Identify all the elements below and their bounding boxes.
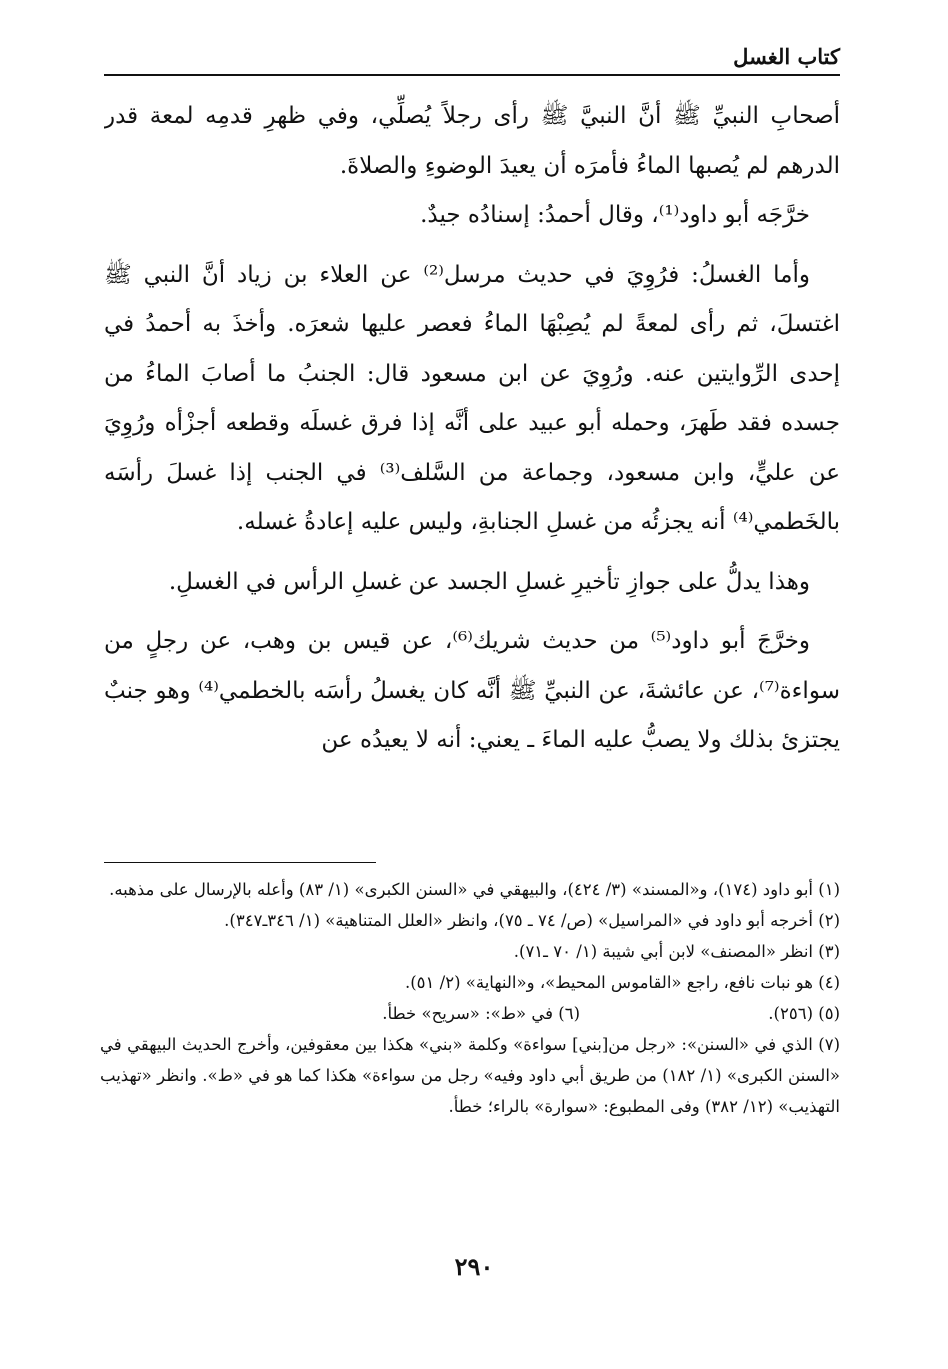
footnote-1: (١) أبو داود (١٧٤)، و«المسند» (٣/ ٤٢٤)، والبيهقي في «السنن الكبرى» (١/ ٨٣) وأعله بالإرسال على مذهبه. [109,880,840,899]
footnote-row [100,998,840,1029]
footnote-5: (٥) (٢٥٦). [768,1004,840,1023]
running-head: كتاب الغسل [733,44,840,69]
footnote-2: (٢) أخرجه أبو داود في «المراسيل» (ص/ ٧٤ ـ ٧٥)، وانظر «العلل المتناهية» (١/ ٣٤٦ـ٣٤٧). [224,911,840,930]
paragraph: وهذا يدلُّ على جوازِ تأخيرِ غسلِ الجسد عن غسلِ الرأس في الغسلِ. [168,568,810,595]
footnote-4: (٤) هو نبات نافع، راجع «القاموس المحيط»، و«النهاية» (٢/ ٥١). [404,973,840,992]
main-text [104,92,840,842]
page-number: ٢٩٠ [454,1252,494,1281]
footnote-7: (٧) الذي في «السنن»: «رجل من[بني] سواءة» وكلمة «بني» هكذا بين معقوفين، وأخرج الحديث البيهقي في «السنن الكبرى» (١/ ١٨٢) من طريق أبي داود وفيه» رجل من سواءة» هكذا كما هو في «ط». وانظر «تهذيب التهذيب» (١٢/ ٣٨٢) وفى المطبوع: «سوارة» بالراء؛ خطأ. [100,1035,840,1116]
paragraph: أصحابِ النبيِّ ﷺ أنَّ النبيَّ ﷺ رأى رجلاً يُصلِّي، وفي ظهرِ قدمِه لمعة قدر الدرهم لم يُصبها الماءُ فأمرَه أن يعيدَ الوضوءِ والصلاةَ. [104,103,840,179]
paragraph: وخرَّجَ أبو داود⁽⁵⁾ من حديث شريك⁽⁶⁾، عن قيس بن وهب، عن رجلٍ من سواءة⁽⁷⁾، عن عائشةَ، عن النبيِّ ﷺ أنَّه كان يغسلُ رأسَه بالخطمي⁽⁴⁾ وهو جنبٌ يجتزئ بذلك ولا يصبُّ عليه الماءَ ـ يعني: أنه لا يعيدُه عن [104,628,840,753]
paragraph: خرَّجَه أبو داود⁽¹⁾، وقال أحمدُ: إسنادُه جيدٌ. [420,202,810,228]
footnote-3: (٣) انظر «المصنف» لابن أبي شيبة (١/ ٧٠ ـ٧١). [513,942,840,961]
footnotes [100,874,840,1244]
footnote-rule [104,862,376,863]
header-rule [104,74,840,76]
footnote-6: (٦) في «ط»: «سريح» خطأ. [382,1004,580,1023]
paragraph: وأما الغسلُ: فرُوِيَ في حديث مرسل⁽²⁾ عن العلاء بن زياد أنَّ النبي ﷺ اغتسلَ، ثم رأى لمعةً لم يُصِبْهَا الماءُ فعصر عليها شعرَه. وأخذَ به أحمدُ في إحدى الرِّوايتين عنه. ورُوِيَ عن ابن مسعود قال: الجنبُ ما أصابَ الماءُ من جسده فقد طَهرَ، وحمله أبو عبيد على أنَّه إذا فرق غسلَه وقطعه أجزْأه ورُوِيَ عن عليٍّ، وابن مسعود، وجماعة من السَّلف⁽³⁾ في الجنب إذا غسلَ رأسَه بالخَطمي⁽⁴⁾ أنه يجزئُه من غسلِ الجنابةِ، وليس عليه إعادةُ غسله. [104,261,840,535]
